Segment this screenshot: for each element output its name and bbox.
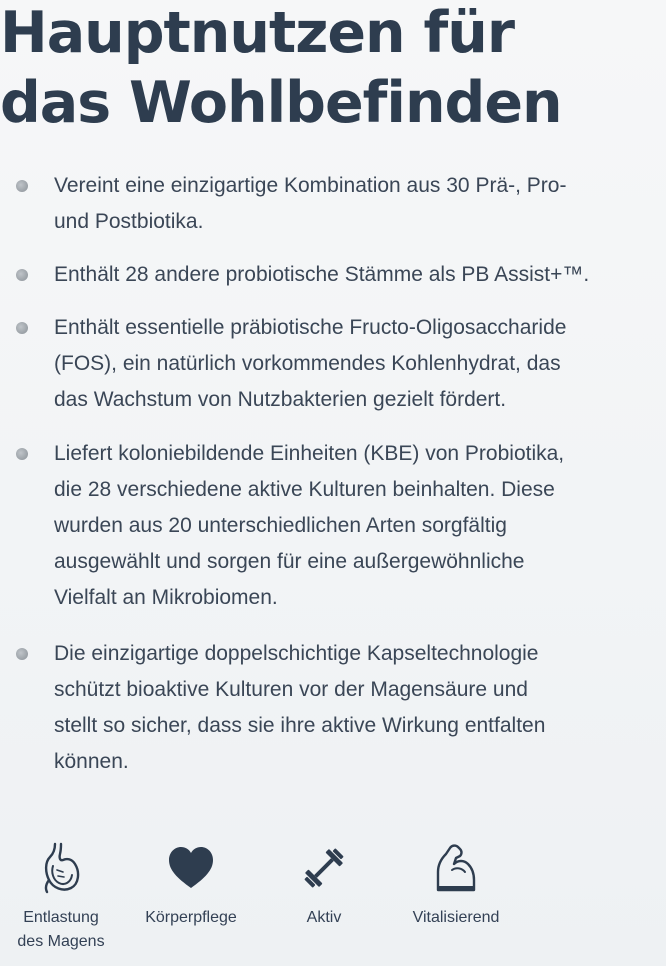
benefit-line: stellt so sicher, dass sie ihre aktive Wirkung entfalten [54,714,546,737]
benefit-line: können. [54,750,129,773]
page-title [0,0,562,138]
benefit-line: Liefert koloniebildende Einheiten (KBE) von Probiotika, [54,442,565,465]
feature-item-heart [131,842,251,930]
page-title-line-2: das Wohlbefinden [0,70,562,136]
benefit-line: schützt bioaktive Kulturen vor der Magensäure und [54,678,528,701]
benefit-line: Vielfalt an Mikrobiomen. [54,586,278,609]
stomach-icon [41,842,81,894]
bullet-icon [16,322,28,334]
feature-item-flexed-arm [398,842,514,930]
bullet-icon [16,269,28,281]
dumbbell-icon [300,842,348,894]
feature-item-dumbbell [284,842,364,930]
bullet-icon [16,180,28,192]
feature-label: Körperpflege [145,909,237,926]
feature-label: des Magens [17,933,105,950]
benefit-text [54,636,659,780]
benefit-line: die 28 verschiedene aktive Kulturen beinhalten. Diese [54,478,555,501]
benefit-line: Enthält essentielle präbiotische Fructo-Oligosaccharide [54,316,567,339]
benefit-line: wurden aus 20 unterschiedlichen Arten sorgfältig [54,514,507,537]
feature-label: Vitalisierend [412,909,500,926]
benefit-line: (FOS), ein natürlich vorkommendes Kohlenhydrat, das [54,352,561,375]
benefit-line: ausgewählt und sorgen für eine außergewöhnliche [54,550,525,573]
page-title-line-1: Hauptnutzen für [0,0,514,66]
benefit-text [54,168,659,240]
heart-icon [167,842,215,894]
benefit-text [54,257,659,293]
bullet-icon [16,648,28,660]
benefit-text [54,310,659,418]
benefit-line: Enthält 28 andere probiotische Stämme als PB Assist+™. [54,263,590,286]
bullet-icon [16,448,28,460]
benefit-line: Vereint eine einzigartige Kombination aus 30 Prä-, Pro- [54,174,567,197]
feature-label: Entlastung [23,909,99,926]
benefit-line: Die einzigartige doppelschichtige Kapseltechnologie [54,642,539,665]
benefit-text [54,436,659,616]
feature-label: Aktiv [306,909,342,926]
flexed-arm-icon [432,842,480,894]
benefit-line: und Postbiotika. [54,210,204,233]
feature-icons-row [0,840,666,966]
feature-item-stomach [6,842,116,954]
benefit-line: das Wachstum von Nutzbakterien gezielt fördert. [54,388,507,411]
